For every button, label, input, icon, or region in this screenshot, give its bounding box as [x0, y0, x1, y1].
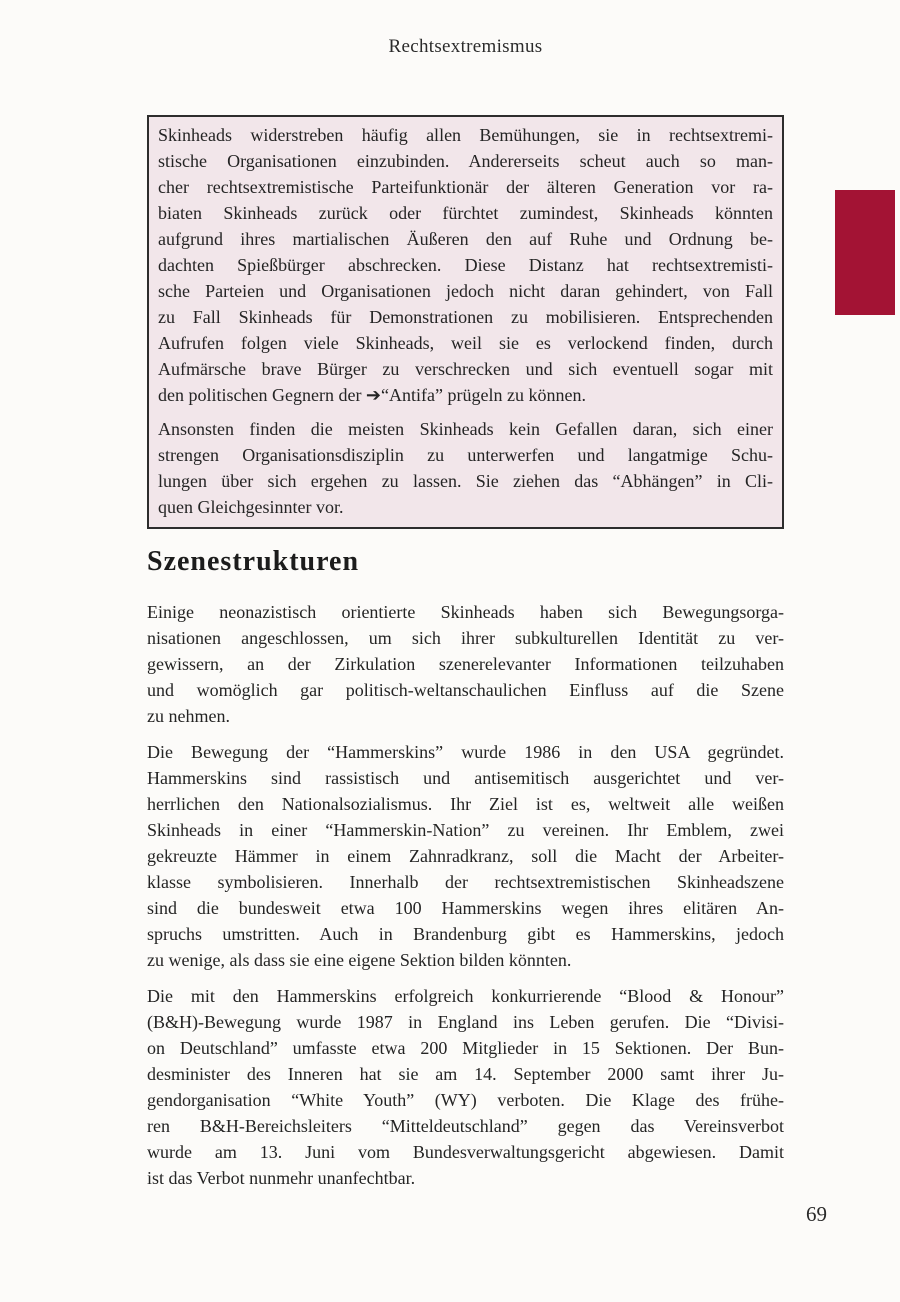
chapter-tab-marker	[835, 190, 895, 315]
text-line: Die Bewegung der “Hammerskins” wurde 1986 in den USA gegründet.	[147, 742, 784, 762]
text-line: nisationen angeschlossen, um sich ihrer subkulturellen Identität zu ver-	[147, 628, 784, 648]
body-paragraph-1	[147, 599, 784, 729]
text-line: quen Gleichgesinnter vor.	[158, 497, 344, 517]
text-line: biaten Skinheads zurück oder fürchtet zumindest, Skinheads könnten	[158, 203, 773, 223]
infobox-paragraph-1	[158, 122, 773, 408]
text-line: klasse symbolisieren. Innerhalb der rechtsextremistischen Skinheadszene	[147, 872, 784, 892]
text-line: ist das Verbot nunmehr unanfechtbar.	[147, 1168, 416, 1188]
text-line: gendorganisation “White Youth” (WY) verboten. Die Klage des frühe-	[147, 1090, 784, 1110]
text-line: gekreuzte Hämmer in einem Zahnradkranz, soll die Macht der Arbeiter-	[147, 846, 784, 866]
text-line: und womöglich gar politisch-weltanschaulichen Einfluss auf die Szene	[147, 680, 784, 700]
text-line: (B&H)-Bewegung wurde 1987 in England ins Leben gerufen. Die “Divisi-	[147, 1012, 784, 1032]
text-line: den politischen Gegnern der ➔“Antifa” prügeln zu können.	[158, 385, 586, 405]
text-line: gewissern, an der Zirkulation szenerelevanter Informationen teilzuhaben	[147, 654, 784, 674]
text-line: strengen Organisationsdisziplin zu unterwerfen und langatmige Schu-	[158, 445, 773, 465]
section-heading: Szenestrukturen	[147, 546, 360, 577]
text-line: sind die bundesweit etwa 100 Hammerskins wegen ihres elitären An-	[147, 898, 784, 918]
text-line: on Deutschland” umfasste etwa 200 Mitglieder in 15 Sektionen. Der Bun-	[147, 1038, 784, 1058]
text-line: ren B&H-Bereichsleiters “Mitteldeutschland” gegen das Vereinsverbot	[147, 1116, 784, 1136]
text-line: Skinheads widerstreben häufig allen Bemühungen, sie in rechtsextremi-	[158, 125, 773, 145]
text-line: wurde am 13. Juni vom Bundesverwaltungsgericht abgewiesen. Damit	[147, 1142, 784, 1162]
text-line: dachten Spießbürger abschrecken. Diese Distanz hat rechtsextremisti-	[158, 255, 773, 275]
section-body	[147, 599, 784, 1201]
text-line: Aufrufen folgen viele Skinheads, weil sie es verlockend finden, durch	[158, 333, 773, 353]
text-line: lungen über sich ergehen zu lassen. Sie ziehen das “Abhängen” in Cli-	[158, 471, 773, 491]
page-number: 69	[806, 1202, 827, 1226]
text-line: spruchs umstritten. Auch in Brandenburg gibt es Hammerskins, jedoch	[147, 924, 784, 944]
text-line: aufgrund ihres martialischen Äußeren den auf Ruhe und Ordnung be-	[158, 229, 773, 249]
text-line: herrlichen den Nationalsozialismus. Ihr Ziel ist es, weltweit alle weißen	[147, 794, 784, 814]
text-line: Ansonsten finden die meisten Skinheads kein Gefallen daran, sich einer	[158, 419, 773, 439]
text-line: stische Organisationen einzubinden. Andererseits scheut auch so man-	[158, 151, 773, 171]
infobox-paragraph-2	[158, 416, 773, 520]
text-line: cher rechtsextremistische Parteifunktionär der älteren Generation vor ra-	[158, 177, 773, 197]
text-line: Aufmärsche brave Bürger zu verschrecken und sich eventuell sogar mit	[158, 359, 773, 379]
text-line: zu wenige, als dass sie eine eigene Sektion bilden könnten.	[147, 950, 572, 970]
text-line: Skinheads in einer “Hammerskin-Nation” zu vereinen. Ihr Emblem, zwei	[147, 820, 784, 840]
body-paragraph-3	[147, 983, 784, 1191]
running-header: Rechtsextremismus	[388, 36, 543, 57]
text-line: zu nehmen.	[147, 706, 230, 726]
text-line: Einige neonazistisch orientierte Skinheads haben sich Bewegungsorga-	[147, 602, 784, 622]
skinheads-infobox	[147, 115, 784, 529]
text-line: zu Fall Skinheads für Demonstrationen zu mobilisieren. Entsprechenden	[158, 307, 773, 327]
text-line: Hammerskins sind rassistisch und antisemitisch ausgerichtet und ver-	[147, 768, 784, 788]
body-paragraph-2	[147, 739, 784, 973]
text-line: sche Parteien und Organisationen jedoch nicht daran gehindert, von Fall	[158, 281, 773, 301]
text-line: desminister des Inneren hat sie am 14. September 2000 samt ihrer Ju-	[147, 1064, 784, 1084]
text-line: Die mit den Hammerskins erfolgreich konkurrierende “Blood & Honour”	[147, 986, 784, 1006]
